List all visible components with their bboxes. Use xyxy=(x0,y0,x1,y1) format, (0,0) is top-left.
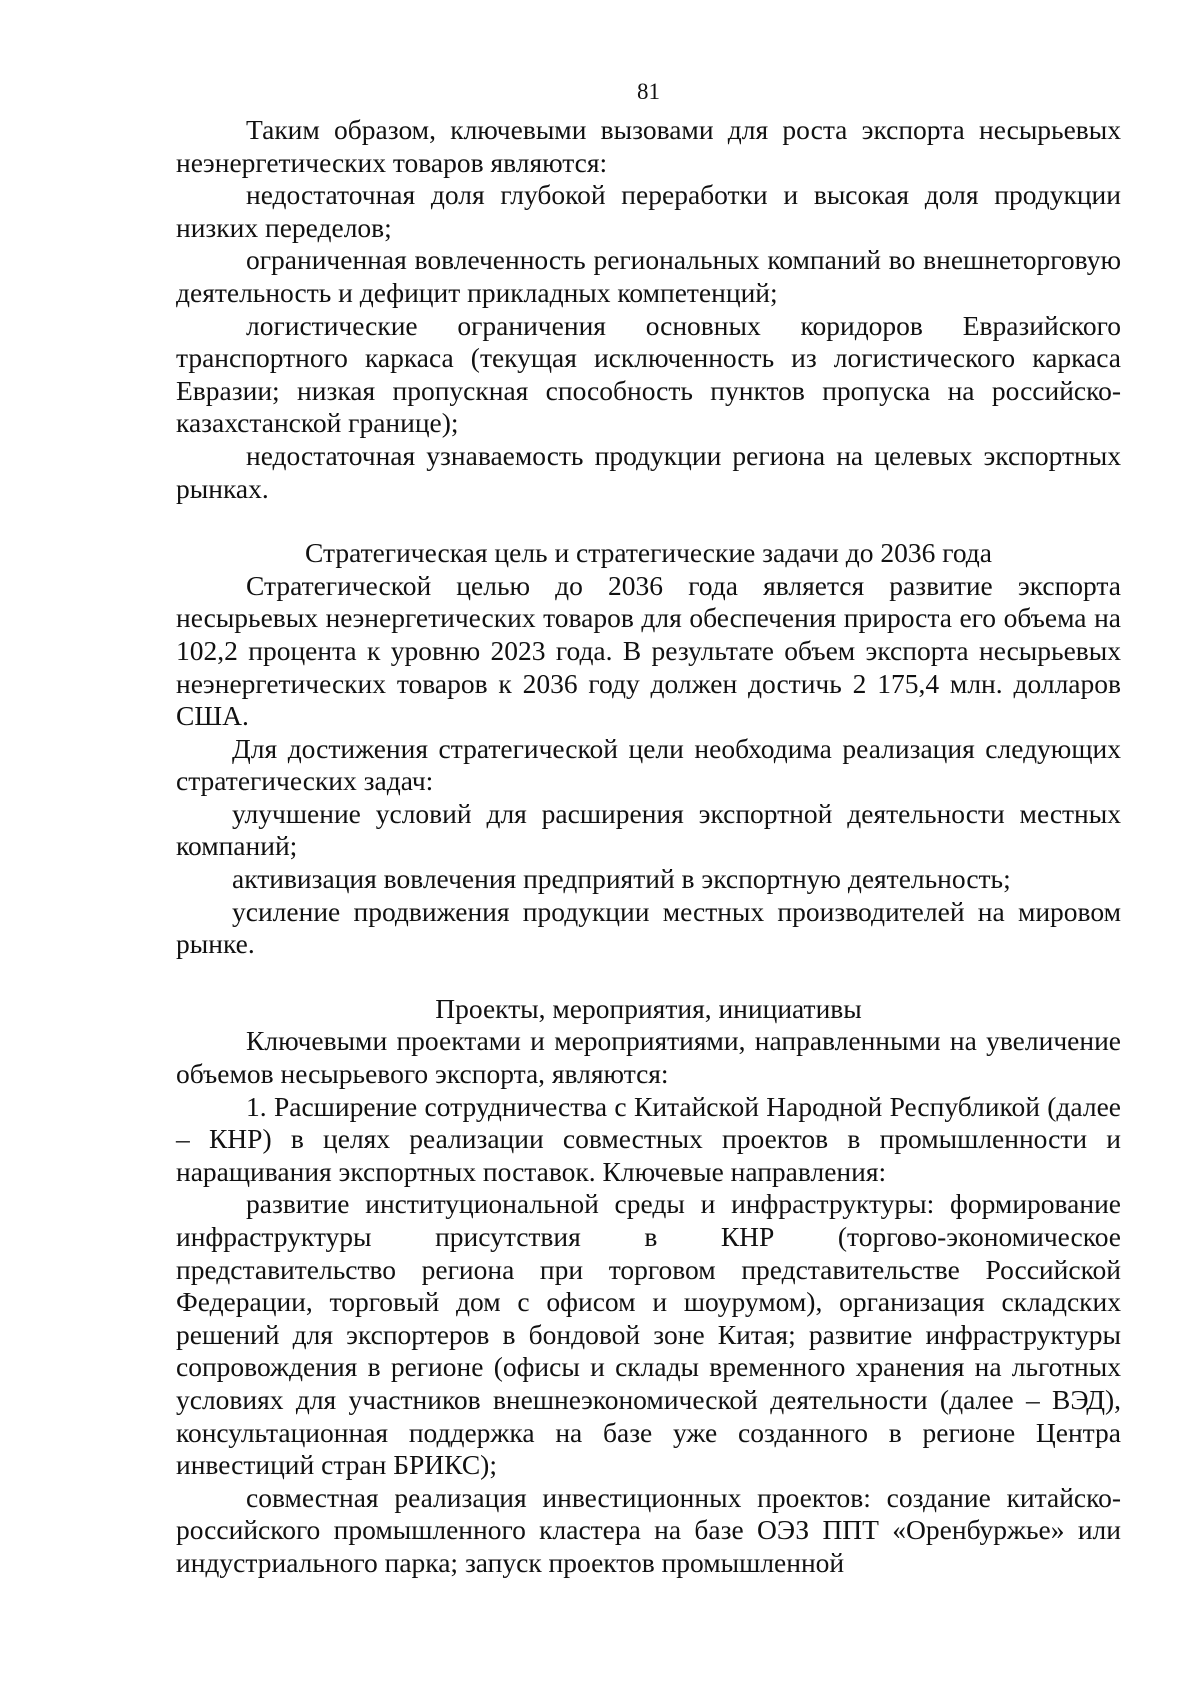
strategic-task: активизация вовлечения предприятий в экспортную деятельность; xyxy=(232,863,1011,895)
section3-heading: Проекты, мероприятия, инициативы xyxy=(435,992,862,1024)
document-page xyxy=(176,70,1121,1580)
challenge-item: недостаточная узнаваемость продукции региона на целевых экспортных рынках. xyxy=(176,439,1121,504)
projects-intro: Ключевыми проектами и мероприятиями, направленными на увеличение объемов несырьевого экспорта, являются: xyxy=(176,1025,1121,1090)
challenge-item: ограниченная вовлеченность региональных компаний во внешнеторговую деятельность и дефицит прикладных компетенций; xyxy=(176,244,1121,308)
project-point-1: 1. Расширение сотрудничества с Китайской Народной Республикой (далее – КНР) в целях реализации совместных проектов в промышленности и наращивания экспортных поставок. Ключевые направления: xyxy=(176,1090,1121,1187)
page-number: 81 xyxy=(637,79,660,104)
spacer xyxy=(176,961,1121,993)
strategic-goal: Стратегической целью до 2036 года является развитие экспорта несырьевых неэнергетических товаров для обеспечения прироста его объема на 102,2 процента к уровню 2023 года. В результате объем экспорта несырьевых неэнергетических товаров к 2036 году должен достичь 2 175,4 млн. долларов США. xyxy=(176,569,1121,732)
strategic-task: улучшение условий для расширения экспортной деятельности местных компаний; xyxy=(176,797,1121,862)
section1-intro: Таким образом, ключевыми вызовами для роста экспорта несырьевых неэнергетических товаров являются: xyxy=(176,114,1121,178)
spacer xyxy=(176,505,1121,537)
direction-item: совместная реализация инвестиционных проектов: создание китайско-российского промышленного кластера на базе ОЭЗ ППТ «Оренбуржье» или индустриального парка; запуск проектов промышленной xyxy=(176,1481,1121,1578)
challenge-item: недостаточная доля глубокой переработки и высокая доля продукции низких переделов; xyxy=(176,179,1121,243)
challenge-item: логистические ограничения основных коридоров Евразийского транспортного каркаса (текущая исключенность из логистического каркаса Евразии; низкая пропускная способность пунктов пропуска на российско-казахстанской границе); xyxy=(176,309,1121,439)
section2-heading: Стратегическая цель и стратегические задачи до 2036 года xyxy=(305,537,992,569)
tasks-intro: Для достижения стратегической цели необходима реализация следующих стратегических задач: xyxy=(176,732,1121,797)
strategic-task: усиление продвижения продукции местных производителей на мировом рынке. xyxy=(176,895,1121,960)
direction-item: развитие институциональной среды и инфраструктуры: формирование инфраструктуры присутствия в КНР (торгово-экономическое представительство региона при торговом представительстве Российской Федерации, торговый дом с офисом и шоурумом), организация складских решений для экспортеров в бондовой зоне Китая; развитие инфраструктуры сопровождения в регионе (офисы и склады временного хранения на льготных условиях для участников внешнеэкономической деятельности (далее – ВЭД), консультационная поддержка на базе уже созданного в регионе Центра инвестиций стран БРИКС); xyxy=(176,1188,1121,1481)
